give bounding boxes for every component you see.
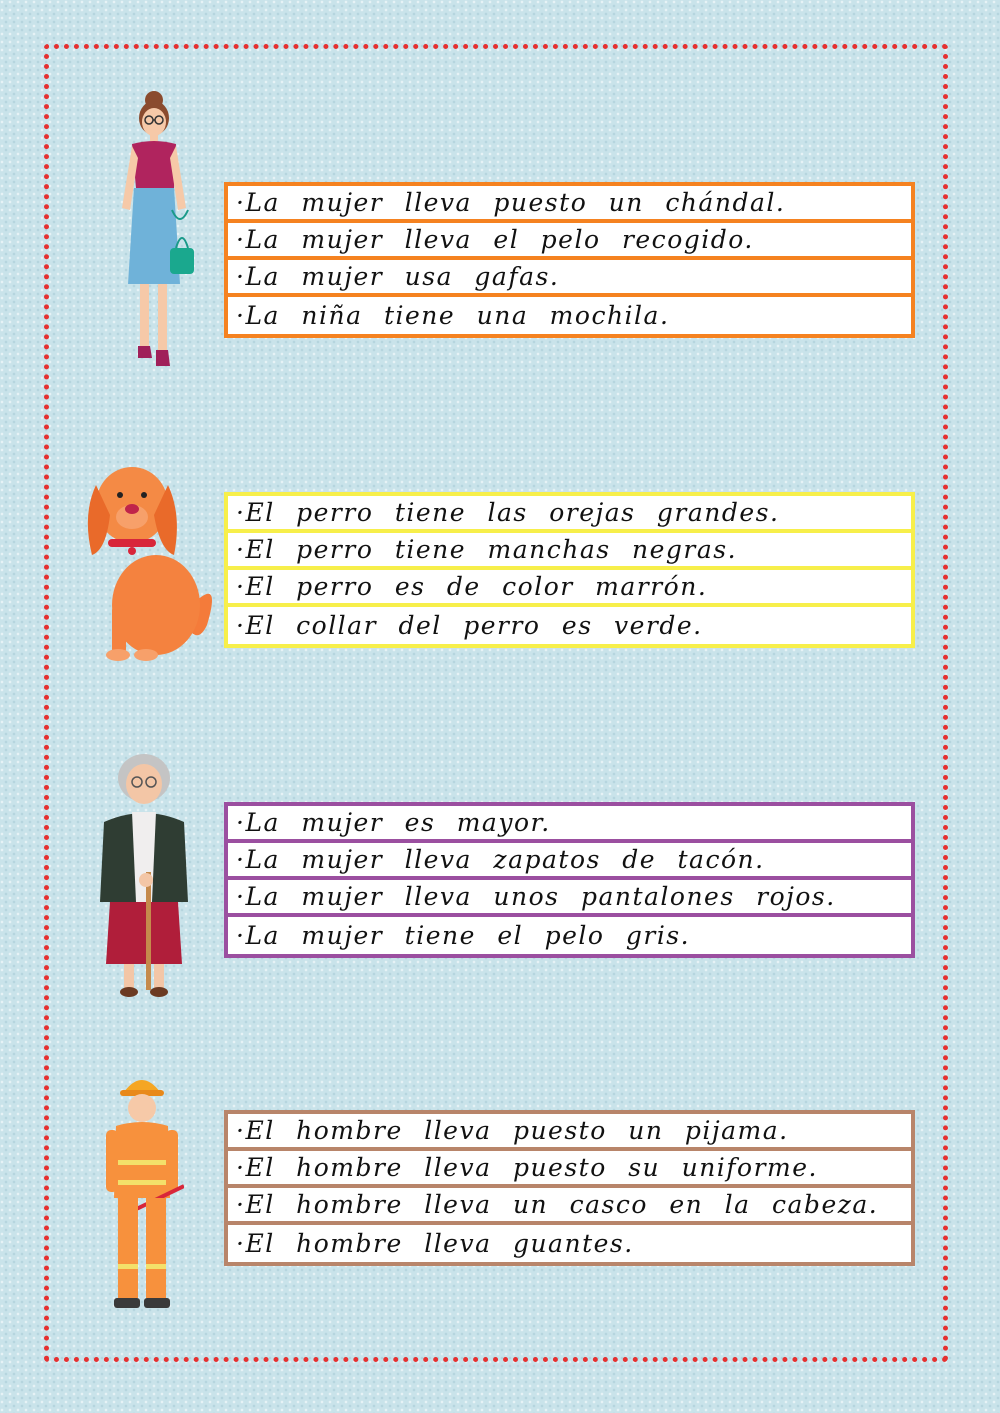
sentence-option[interactable]: ·El perro es de color marrón. [228,570,911,607]
sentence-option[interactable]: ·La mujer es mayor. [228,806,911,843]
sentence-option[interactable]: ·El collar del perro es verde. [228,607,911,644]
sentence-option[interactable]: ·El perro tiene manchas negras. [228,533,911,570]
sentence-option[interactable]: ·La mujer lleva el pelo recogido. [228,223,911,260]
sentence-group-grandmother [224,802,915,958]
sentence-group-woman [224,182,915,338]
sentence-group-dog [224,492,915,648]
sentence-option[interactable]: ·La niña tiene una mochila. [228,297,911,334]
sentence-option[interactable]: ·La mujer lleva unos pantalones rojos. [228,880,911,917]
sentence-option[interactable]: ·La mujer tiene el pelo gris. [228,917,911,954]
sentence-option[interactable]: ·La mujer lleva puesto un chándal. [228,186,911,223]
sentence-option[interactable]: ·La mujer lleva zapatos de tacón. [228,843,911,880]
sentence-option[interactable]: ·El hombre lleva puesto su uniforme. [228,1151,911,1188]
dog-icon [82,455,222,665]
sentence-group-firefighter [224,1110,915,1266]
sentence-option[interactable]: ·El hombre lleva puesto un pijama. [228,1114,911,1151]
sentence-option[interactable]: ·La mujer usa gafas. [228,260,911,297]
firefighter-icon [102,1068,184,1316]
grandmother-icon [92,752,196,1002]
sentence-option[interactable]: ·El hombre lleva guantes. [228,1225,911,1262]
woman-icon [108,88,200,370]
sentence-option[interactable]: ·El perro tiene las orejas grandes. [228,496,911,533]
sentence-option[interactable]: ·El hombre lleva un casco en la cabeza. [228,1188,911,1225]
